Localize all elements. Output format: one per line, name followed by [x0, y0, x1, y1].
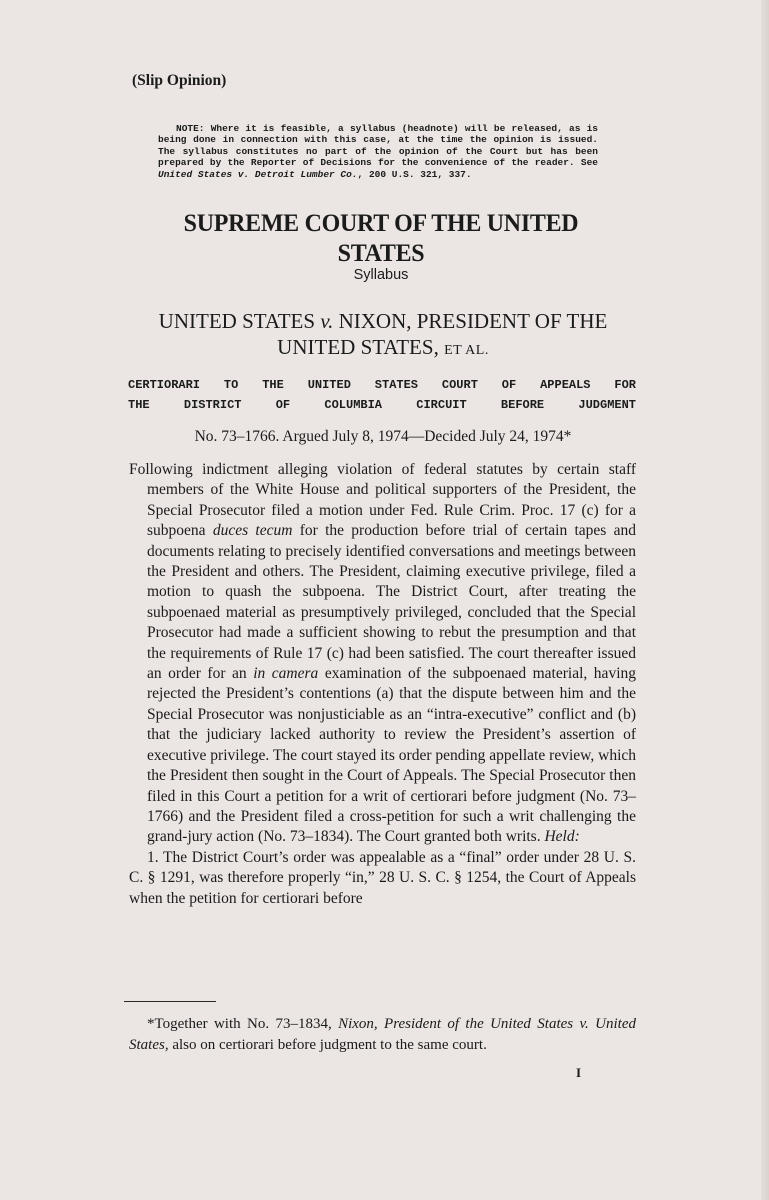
held-label: Held: — [544, 828, 580, 846]
syllabus-heading: Syllabus — [353, 267, 409, 283]
slip-opinion-label: (Slip Opinion) — [132, 72, 227, 89]
versus: v. — [320, 309, 334, 333]
page-edge — [761, 0, 769, 1200]
syllabus-paragraph-2: 1. The District Court’s order was appealable as a “final” order under 28 U. S. C. § 1291, was therefore properly “in,” 28 U. S. C. § 1254, the Court of Appeals when the petition for certiorari before — [129, 848, 636, 907]
syllabus-body — [129, 460, 636, 909]
syllabus-note — [158, 123, 598, 180]
note-lead: NOTE: — [176, 123, 205, 134]
certiorari-heading — [128, 375, 636, 415]
certiorari-line-2: THE DISTRICT OF COLUMBIA CIRCUIT BEFORE JUDGMENT — [128, 398, 636, 412]
footnote: *Together with No. 73–1834, Nixon, President of the United States v. United States, also on certiorari before judgment to the same court. — [129, 1016, 636, 1053]
certiorari-line-1: CERTIORARI TO THE UNITED STATES COURT OF APPEALS FOR — [128, 378, 636, 392]
footnote-divider — [124, 1001, 216, 1002]
note-citation-tail: , 200 U.S. 321, 337. — [357, 168, 472, 180]
docket-line: No. 73–1766. Argued July 8, 1974—Decided July 24, 1974* — [194, 428, 572, 445]
note-text: Where it is feasible, a syllabus (headnote) will be released, as is being done in connection with this case, at the time the opinion is issued. The syllabus constitutes no part of the opinion of the Court but has been prepared by the Reporter of Decisions for the convenience of the reader. See — [158, 123, 598, 169]
syllabus-paragraph-1: Following indictment alleging violation of federal statutes by certain staff members of the White House and political supporters of the President, the Special Prosecutor filed a motion under Fed. Rule Crim. Proc. 17 (c) for a subpoena duces tecum for the production before trial of certain tapes and documents relating to precisely identified conversations and meetings between the President and others. The President, claiming executive privilege, filed a motion to quash the subpoena. The District Court, after treating the subpoenaed material as presumptively privileged, concluded that the Special Prosecutor had made a sufficient showing to rebut the presumption and that the requirements of Rule 17 (c) had been satisfied. The court thereafter issued an order for an in camera examination of the subpoenaed material, having rejected the President’s contentions (a) that the dispute between him and the Special Prosecutor was nonjusticiable as an “intra-executive” conflict and (b) that the judiciary lacked authority to review the President’s assertion of executive privilege. The court stayed its order pending appellate review, which the President then sought in the Court of Appeals. The Special Prosecutor then filed in this Court a petition for a writ of certiorari before judgment (No. 73–1766) and the President filed a cross-petition for such a writ challenging the grand-jury action (No. 73–1834). The Court granted both writs. Held: — [129, 461, 636, 846]
case-caption — [128, 308, 638, 364]
footnote-case: Nixon, President of the United States v. United States, — [129, 1016, 636, 1053]
et-al: ET AL. — [444, 343, 489, 358]
note-citation-case: United States v. Detroit Lumber Co. — [158, 168, 358, 180]
case-caption-line-2: UNITED STATES, ET AL. — [277, 335, 489, 359]
page-number: I — [576, 1065, 582, 1080]
case-caption-line-1: UNITED STATES v. NIXON, PRESIDENT OF THE — [158, 309, 608, 333]
court-title: SUPREME COURT OF THE UNITED STATES — [183, 208, 579, 267]
